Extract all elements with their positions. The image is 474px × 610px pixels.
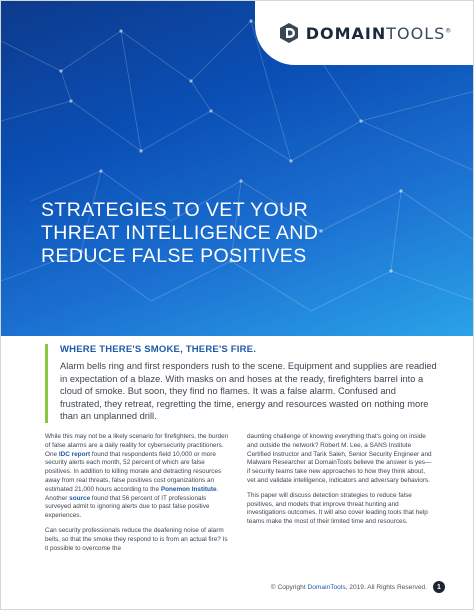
body-column-right	[247, 433, 433, 533]
body-paragraph: While this may not be a likely scenario for firefighters, the burden of false alarms are a daily reality for cybersecurity practitioners. One IDC report found that respondents field 10,000 or more security alerts each month, 52 percent of which are false positives. In addition to killing morale and detracting resources away from real threats, false positives cost organizations an estimated 21,000 hours according to the Ponemon Institute. Another source found that 56 percent of IT professionals surveyed admit to ignoring alerts due to past false positive experiences.	[45, 433, 229, 520]
intro-callout	[45, 344, 440, 423]
brand-logo	[255, 1, 474, 65]
ponemon-institute-link[interactable]: Ponemon Institute	[160, 485, 217, 493]
idc-report-link[interactable]: IDC report	[58, 450, 91, 458]
body-column-left	[45, 433, 231, 559]
domaintools-logo-icon	[278, 22, 300, 44]
copyright-text: © Copyright DomainTools, 2019. All Rights Reserved.	[270, 583, 427, 591]
page-footer	[271, 581, 445, 593]
hero-banner	[1, 1, 474, 336]
page-number: 1	[433, 581, 445, 593]
callout-heading: WHERE THERE'S SMOKE, THERE'S FIRE.	[60, 344, 257, 355]
document-title: STRATEGIES TO VET YOUR THREAT INTELLIGENCE AND REDUCE FALSE POSITIVES	[41, 199, 319, 267]
source-link[interactable]: source	[69, 494, 91, 502]
body-paragraph: This paper will discuss detection strategies to reduce false positives, and models that improve threat hunting and investigations outcomes. It will also cover leading tools that help teams make the most of their limited time and resources.	[247, 491, 428, 526]
brand-wordmark: DOMAINTOOLS®	[305, 23, 453, 43]
callout-text: Alarm bells ring and first responders rush to the scene. Equipment and supplies are readied in expectation of a blaze. With masks on and hoses at the ready, firefighters barrel into a cloud of smoke. But soon, they find no flames. It was a false alarm. Confused and frustrated, they retreat, regretting the time, energy and resources wasted on nothing more than an unplanned drill.	[60, 361, 437, 422]
body-paragraph: Can security professionals reduce the deafening noise of alarm bells, so that the smoke they respond to is from an actual fire? Is it possible to overcome the	[45, 526, 228, 552]
body-paragraph: daunting challenge of knowing everything that's going on inside and outside the network? Robert M. Lee, a SANS Institute Certified Instructor and Tarik Saleh, Senior Security Engineer and Malware Researcher at DomainTools believe the answer is yes—if security teams take new approaches to how they think about, vet and validate intelligence, indicators and adversary behaviors.	[247, 433, 432, 484]
